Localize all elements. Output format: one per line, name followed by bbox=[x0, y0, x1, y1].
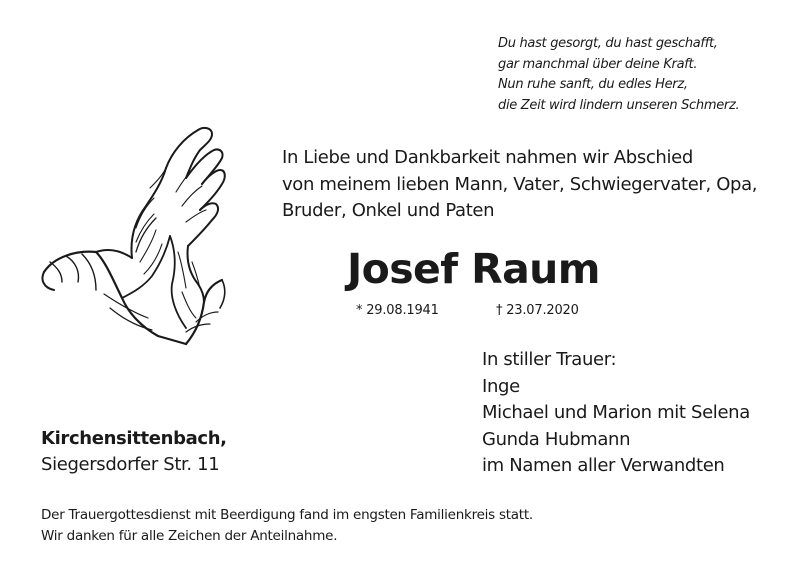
farewell-line: In Liebe und Dankbarkeit nahmen wir Abschied bbox=[282, 147, 693, 168]
farewell-text bbox=[282, 145, 792, 225]
memorial-poem bbox=[498, 34, 788, 116]
deceased-name: Josef Raum bbox=[347, 245, 600, 293]
poem-line: Nun ruhe sanft, du edles Herz, bbox=[498, 77, 688, 92]
service-note bbox=[41, 505, 761, 547]
mourner-line: In stiller Trauer: bbox=[482, 349, 617, 370]
mourner-line: Inge bbox=[482, 375, 520, 397]
farewell-line: von meinem lieben Mann, Vater, Schwiegervater, Opa, bbox=[282, 173, 758, 195]
farewell-line: Bruder, Onkel und Paten bbox=[282, 200, 495, 221]
poem-line: gar manchmal über deine Kraft. bbox=[498, 56, 698, 72]
death-date: † 23.07.2020 bbox=[496, 303, 579, 318]
poem-line: Du hast gesorgt, du hast geschafft, bbox=[498, 36, 718, 51]
birth-date: * 29.08.1941 bbox=[356, 303, 439, 318]
mourner-line: Michael und Marion mit Selena bbox=[482, 402, 750, 423]
poem-line: die Zeit wird lindern unseren Schmerz. bbox=[498, 97, 740, 113]
service-line: Wir danken für alle Zeichen der Anteilnahme. bbox=[41, 528, 338, 544]
mourner-line: Gunda Hubmann bbox=[482, 428, 631, 450]
address-block bbox=[41, 426, 301, 478]
mourner-line: im Namen aller Verwandten bbox=[482, 455, 725, 476]
street-address: Siegersdorfer Str. 11 bbox=[41, 454, 220, 475]
service-line: Der Trauergottesdienst mit Beerdigung fand im engsten Familienkreis statt. bbox=[41, 507, 533, 523]
mourners-list bbox=[482, 347, 792, 480]
praying-hands-icon bbox=[36, 122, 232, 346]
town-name: Kirchensittenbach, bbox=[41, 428, 227, 449]
